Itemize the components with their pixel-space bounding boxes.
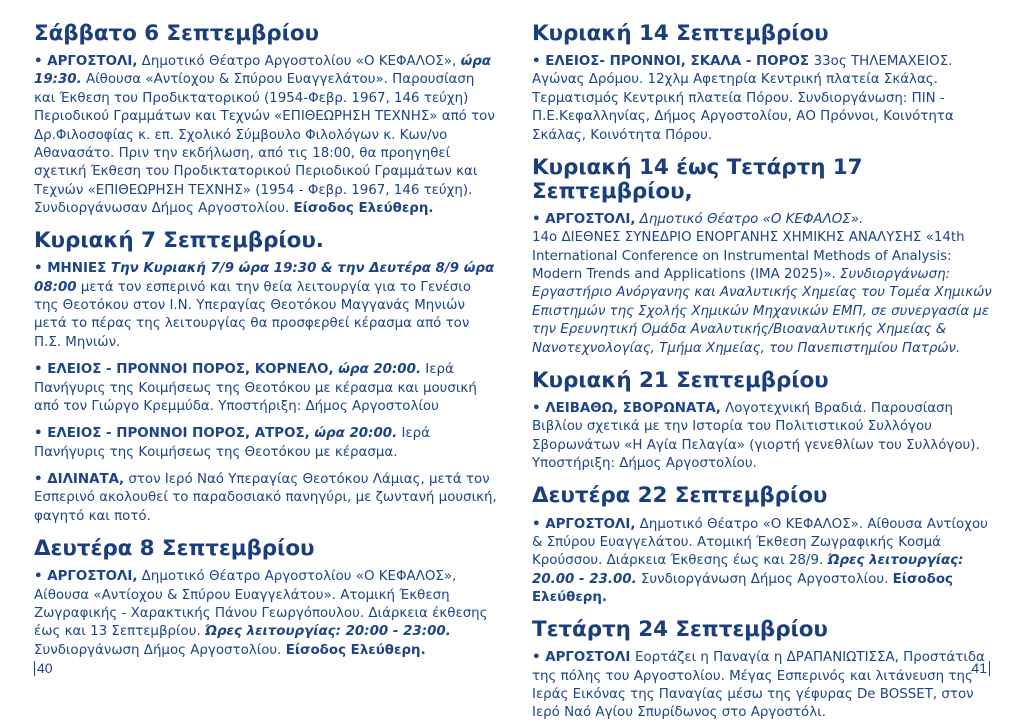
event-text-segment: Δημοτικό Θέατρο Αργοστολίου «Ο ΚΕΦΑΛΟΣ», Αίθουσα «Αντίοχου & Σπύρου Ευαγγελάτου». Ατομική Έκθεση Ζωγραφικής - Χαρακτικής Πάνου Γεωργόπουλου. Διάρκεια έκθεσης έως και 13 Σεπτεμβρίου. (34, 569, 488, 640)
event-text-segment: 33ος ΤΗΛΕΜΑΧΕΙΟΣ. Αγώνας Δρόμου. 12χλμ Αφετηρία Κεντρική πλατεία Σκάλας. Τερματισμός Κεντρική πλατεία Πόρου. Συνδιοργάνωση: ΠΙΝ - Π.Ε.Κεφαλληνίας, Δήμος Αργοστολίου, ΑΟ Πρόννοι, Κοινότητα Σκάλας, Κοινότητα Πόρου. (532, 54, 954, 143)
day-heading: Σάββατο 6 Σεπτεμβρίου (34, 21, 319, 46)
day-heading: Κυριακή 21 Σεπτεμβρίου (532, 367, 829, 393)
event-text-segment: Ιερά Πανήγυρις της Κοιμήσεως της Θεοτόκου με κέρασμα. (34, 426, 430, 460)
event-text-segment: ώρα 20:00. (338, 362, 422, 378)
event-entry (34, 53, 498, 218)
event-text-segment: Συνδιοργάνωση: Εργαστήριο Ανόργανης και Αναλυτικής Χημείας του Τομέα Χημικών Επιστημών της Σχολής Χημικών Μηχανικών ΕΜΠ, σε συνεργασία με την Ερευνητική Ομάδα Αναλυτικής/Βιοαναλυτικής Χημείας & Νανοτεχνολογίας, Τμήμα Χημείας, του Πανεπιστημίου Πατρών. (532, 267, 992, 356)
event-text-segment: Ώρες λειτουργίας: 20:00 - 23:00. (204, 624, 451, 640)
day-heading: Τετάρτη 24 Σεπτεμβρίου (532, 617, 828, 643)
event-text-segment: Δημοτικό Θέατρο «Ο ΚΕΦΑΛΟΣ». Αίθουσα Αντίοχου & Σπύρου Ευαγγελάτου. Ατομική Έκθεση Ζωγραφικής Κοσμά Κρούσσου. Διάρκεια Έκθεσης έως και 28/9. (532, 516, 988, 569)
left-column (34, 22, 498, 682)
day-block (34, 537, 498, 660)
day-heading: Κυριακή 7 Σεπτεμβρίου. (34, 228, 324, 254)
event-text-segment: Είσοδος Ελεύθερη. (285, 642, 426, 658)
event-entry (532, 211, 996, 358)
event-text-segment: • ΛΕΙΒΑΘΩ, ΣΒΟΡΩΝΑΤΑ, (532, 400, 721, 416)
day-heading: Κυριακή 14 Σεπτεμβρίου (532, 21, 829, 46)
event-entry (532, 400, 996, 473)
event-text-segment: Συνδιοργάνωση Δήμος Αργοστολίου. (636, 571, 893, 587)
event-text-segment: 14ο ΔΙΕΘΝΕΣ ΣΥΝΕΔΡΙΟ ΕΝΟΡΓΑΝΗΣ ΧΗΜΙΚΗΣ ΑΝΑΛΥΣΗΣ «14th International Conference on Instrumental Methods of Analysis: Modern Trends and Applications (IMA 2025)». (532, 230, 965, 283)
day-block (532, 484, 996, 607)
event-text-segment: • ΑΡΓΟΣΤΟΛΙ (532, 650, 635, 666)
day-block (532, 156, 996, 358)
event-text-segment: Είσοδος Ελεύθερη. (293, 200, 434, 216)
event-text-segment: μετά τον εσπερινό και την θεία λειτουργία για το Γενέσιο της Θεοτόκου στον Ι.Ν. Υπεραγίας Θεοτόκου Μαγγανάς Μηνιών μετά το πέρας της λειτουργίας θα προσφερθεί κέρασμα από τον Π.Σ. Μηνιών. (34, 279, 472, 350)
event-text-segment: Ιερά Πανήγυρις της Κοιμήσεως της Θεοτόκου με κέρασμα και μουσική από τον Γιώργο Κρεμμύδα. Υποστήριξη: Δήμος Αργοστολίου (34, 362, 477, 414)
page-number-right: 41 (971, 660, 990, 676)
event-entry (532, 649, 996, 722)
page-number-left: 40 (34, 660, 53, 676)
event-text-segment: Δημοτικό Θέατρο Αργοστολίου «Ο ΚΕΦΑΛΟΣ», (137, 54, 461, 70)
event-entry (34, 425, 498, 462)
event-text-segment: ώρα 19:30. (34, 54, 491, 88)
day-block (532, 22, 996, 145)
day-block (34, 22, 498, 218)
event-text-segment: Ώρες λειτουργίας: 20.00 - 23.00. (532, 553, 964, 587)
event-text-segment: Εορτάζει η Παναγία η ΔΡΑΠΑΝΙΩΤΙΣΣΑ, Προστάτιδα της πόλης του Αργοστολίου. Μέγας Εσπερινός και λιτάνευση της Ιεράς Εικόνας της Παναγίας μέσω της γέφυρας De BOSSET, στον Ιερό Ναό Αγίου Σπυρίδωνος στο Αργοστόλι. (532, 650, 985, 721)
event-text-segment: Την Κυριακή 7/9 ώρα 19:30 & την Δευτέρα 8/9 ώρα 08:00 (34, 261, 495, 295)
event-text-segment: • ΕΛΕΙΟΣ - ΠΡΟΝΝΟΙ ΠΟΡΟΣ, ΚΟΡΝΕΛΟ, (34, 362, 339, 378)
event-text-segment: Είσοδος Ελεύθερη. (532, 571, 953, 605)
event-entry (34, 260, 498, 352)
event-text-segment: • ΑΡΓΟΣΤΟΛΙ, (34, 569, 138, 585)
event-entry (532, 53, 996, 145)
event-text-segment: • ΕΛΕΙΟΣ- ΠΡΟΝΝΟΙ, ΣΚΑΛΑ - ΠΟΡΟΣ (532, 54, 814, 70)
event-text-segment: ώρα 20:00. (314, 426, 398, 442)
event-text-segment: • ΑΡΓΟΣΤΟΛΙ, (34, 54, 138, 70)
event-text-segment: • ΕΛΕΙΟΣ - ΠΡΟΝΝΟΙ ΠΟΡΟΣ, ΑΤΡΟΣ, (34, 426, 315, 442)
event-text-segment: • ΜΗΝΙΕΣ (34, 261, 111, 277)
event-text-segment: Συνδιοργάνωση Δήμος Αργοστολίου. (34, 642, 286, 658)
day-block (532, 618, 996, 723)
event-entry (34, 471, 498, 526)
event-text-segment: Δημοτικό Θέατρο «Ο ΚΕΦΑΛΟΣ». (635, 212, 864, 228)
day-block (34, 229, 498, 526)
day-heading: Δευτέρα 8 Σεπτεμβρίου (34, 536, 315, 562)
day-heading: Κυριακή 14 έως Τετάρτη 17 Σεπτεμβρίου, (532, 154, 863, 204)
event-text-segment: • ΔΙΛΙΝΑΤΑ, (34, 471, 125, 487)
event-text-segment: Λογοτεχνική Βραδιά. Παρουσίαση Βιβλίου σχετικά με την Ιστορία του Πολιτιστικού Συλλόγου Σβορωνάτων «Η Αγία Πελαγία» (γιορτή γενεθλίων του Συλλόγου). Υποστήριξη: Δήμος Αργοστολίου. (532, 400, 980, 472)
event-entry (532, 516, 996, 608)
event-text-segment: στον Ιερό Ναό Υπεραγίας Θεοτόκου Λάμιας, μετά τον Εσπερινό ακολουθεί το παραδοσιακό πανηγύρι, με ζωντανή μουσική, φαγητό και ποτό. (34, 471, 497, 524)
event-entry (34, 361, 498, 416)
event-text-segment: • ΑΡΓΟΣΤΟΛΙ, (532, 516, 636, 532)
event-entry (34, 568, 498, 660)
day-heading: Δευτέρα 22 Σεπτεμβρίου (532, 483, 828, 509)
day-block (532, 369, 996, 474)
right-column (532, 21, 996, 721)
event-text-segment: • ΑΡΓΟΣΤΟΛΙ, (532, 212, 636, 228)
event-text-segment: Αίθουσα «Αντίοχου & Σπύρου Ευαγγελάτου». Παρουσίαση και Έκθεση του Προδικτατορικού (1954-Φεβρ. 1967, 146 τεύχη) Περιοδικού Γραμμάτων και Τεχνών «ΕΠΙΘΕΩΡΗΣΗ ΤΕΧΝΗΣ» από τον Δρ.Φιλοσοφίας κ. επ. Σχολικό Σύμβουλο Φιλολόγων κ. Κων/νο Αθανασάτο. Πριν την εκδήλωση, από τις 18:00, θα προηγηθεί σχετική Έκθεση του Προδικτατορικού Περιοδικού Γραμμάτων και Τεχνών «ΕΠΙΘΕΩΡΗΣΗ ΤΕΧΝΗΣ» (1954 - Φεβρ. 1967, 146 τεύχη). Συνδιοργάνωσαν Δήμος Αργοστολίου. (34, 72, 495, 216)
